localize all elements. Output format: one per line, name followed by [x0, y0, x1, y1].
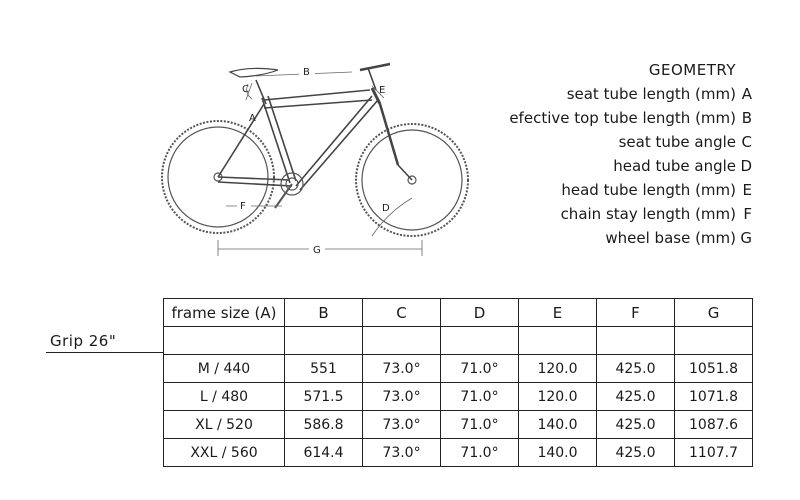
table-cell: 140.0: [519, 411, 597, 439]
table-cell: 614.4: [285, 439, 363, 467]
table-header-cell: D: [441, 299, 519, 327]
legend-item-text: seat tube length (mm): [566, 85, 736, 103]
legend-item-code: G: [740, 229, 752, 247]
table-cell: [597, 327, 675, 355]
table-cell: 1087.6: [675, 411, 753, 439]
label-c: C: [242, 84, 249, 95]
label-g: G: [313, 245, 321, 256]
table-cell: [519, 327, 597, 355]
table-header-cell: G: [675, 299, 753, 327]
table-row: [164, 355, 753, 383]
legend-item-f: [509, 202, 752, 226]
table-cell: 425.0: [597, 383, 675, 411]
table-cell: 425.0: [597, 439, 675, 467]
legend-item-text: head tube angle: [613, 157, 736, 175]
table-cell: [164, 327, 285, 355]
table-cell: 571.5: [285, 383, 363, 411]
table-cell: [363, 327, 441, 355]
model-name: Grip 26": [50, 332, 117, 350]
legend-title: GEOMETRY: [648, 61, 736, 79]
table-cell: 140.0: [519, 439, 597, 467]
legend-item-code: C: [741, 133, 752, 151]
legend-item-b: [509, 106, 752, 130]
table-cell: 71.0°: [441, 355, 519, 383]
legend-item-e: [509, 178, 752, 202]
legend-item-text: seat tube angle: [618, 133, 736, 151]
label-a: A: [249, 113, 256, 124]
legend-item-c: [509, 130, 752, 154]
table-cell: 425.0: [597, 355, 675, 383]
legend-item-d: [509, 154, 752, 178]
geometry-table: [163, 298, 753, 467]
label-b: B: [303, 67, 310, 78]
table-header-row: [164, 299, 753, 327]
table-cell: 71.0°: [441, 439, 519, 467]
table-cell: 71.0°: [441, 411, 519, 439]
legend-item-code: A: [741, 85, 752, 103]
table-empty-row: [164, 327, 753, 355]
table-header-cell: F: [597, 299, 675, 327]
legend-item-a: [509, 82, 752, 106]
table-header-cell: E: [519, 299, 597, 327]
table-cell: 73.0°: [363, 355, 441, 383]
table-cell: 73.0°: [363, 439, 441, 467]
legend-item-text: chain stay length (mm): [560, 205, 736, 223]
table-cell: 120.0: [519, 383, 597, 411]
table-cell: M / 440: [164, 355, 285, 383]
table-row: [164, 411, 753, 439]
geometry-legend: [509, 58, 752, 250]
table-header-cell: frame size (A): [164, 299, 285, 327]
label-e: E: [379, 85, 386, 96]
legend-item-code: B: [741, 109, 752, 127]
table-cell: 425.0: [597, 411, 675, 439]
table-cell: 551: [285, 355, 363, 383]
label-d: D: [382, 203, 390, 214]
table-cell: XXL / 560: [164, 439, 285, 467]
legend-item-text: wheel base (mm): [605, 229, 736, 247]
table-cell: 1107.7: [675, 439, 753, 467]
table-cell: 71.0°: [441, 383, 519, 411]
table-cell: [441, 327, 519, 355]
table-cell: [285, 327, 363, 355]
bike-frame: [218, 64, 412, 190]
table-cell: 586.8: [285, 411, 363, 439]
legend-item-text: efective top tube length (mm): [509, 109, 736, 127]
crank: [275, 173, 303, 208]
table-cell: [675, 327, 753, 355]
table-header-cell: B: [285, 299, 363, 327]
table-cell: 73.0°: [363, 383, 441, 411]
table-row: [164, 383, 753, 411]
table-cell: XL / 520: [164, 411, 285, 439]
legend-item-code: D: [740, 157, 752, 175]
model-underline: [46, 352, 163, 353]
table-cell: 120.0: [519, 355, 597, 383]
table-header-cell: C: [363, 299, 441, 327]
legend-item-code: F: [743, 205, 752, 223]
table-cell: 1051.8: [675, 355, 753, 383]
bike-geometry-diagram: [150, 55, 480, 265]
table-row: [164, 439, 753, 467]
table-cell: L / 480: [164, 383, 285, 411]
table-cell: 73.0°: [363, 411, 441, 439]
table-cell: 1071.8: [675, 383, 753, 411]
legend-item-text: head tube length (mm): [561, 181, 736, 199]
label-f: F: [240, 201, 246, 212]
legend-item-code: E: [742, 181, 752, 199]
legend-item-g: [509, 226, 752, 250]
